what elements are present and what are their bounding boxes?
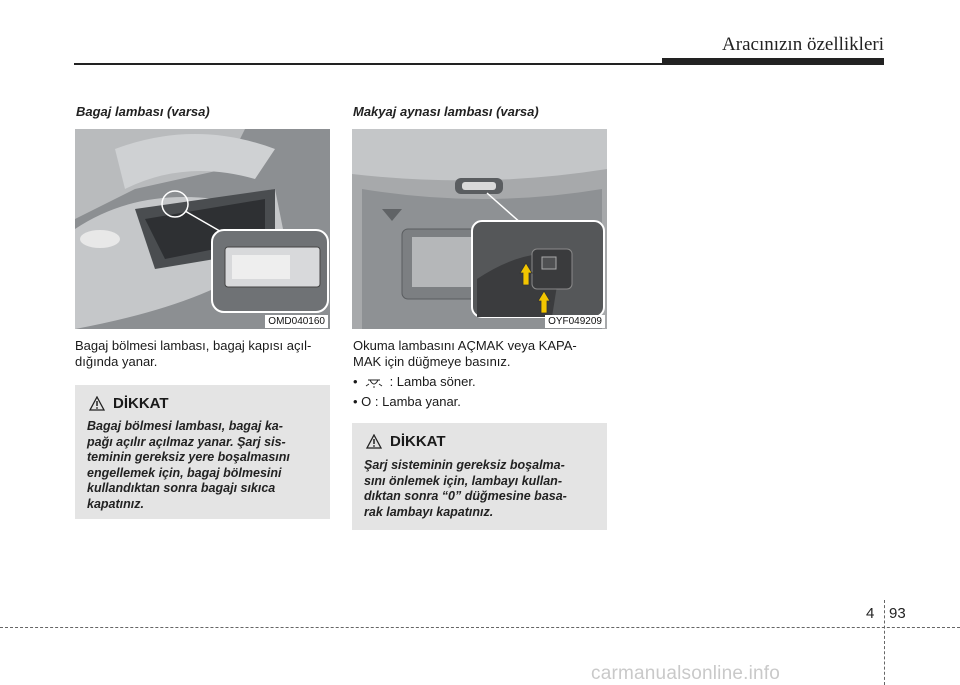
trunk-lamp-photo xyxy=(75,129,330,329)
trunk-lamp-warning-text: Bagaj bölmesi lambası, bagaj ka- pağı açılır açılmaz yanar. Şarj sis- teminin gereksiz yere boşalmasını engellemek için, bagaj bölmesini kullandıktan sonra bagajı sıkıca kapatınız. xyxy=(87,419,290,511)
footer-rule xyxy=(0,627,960,628)
footer-divider xyxy=(884,600,885,685)
bullet-lamp-on: • O : Lamba yanar. xyxy=(353,394,461,409)
bullet-lamp-off: • : Lamba söner. xyxy=(353,374,476,389)
warning-icon xyxy=(366,434,382,449)
warning-label: DİKKAT xyxy=(113,395,169,412)
header-bar xyxy=(662,58,884,65)
warning-label: DİKKAT xyxy=(390,433,446,450)
trunk-lamp-description: Bagaj bölmesi lambası, bagaj kapısı açıl- dığında yanar. xyxy=(75,338,312,369)
trunk-lamp-image-code: OMD040160 xyxy=(265,315,328,328)
trunk-lamp-warning-box xyxy=(75,385,330,519)
section-heading-vanity-mirror-lamp: Makyaj aynası lambası (varsa) xyxy=(353,104,539,119)
page-number: 93 xyxy=(889,605,906,622)
vanity-lamp-warning-box xyxy=(352,423,607,530)
lamp-off-icon xyxy=(364,377,384,389)
section-heading-trunk-lamp: Bagaj lambası (varsa) xyxy=(76,104,210,119)
header-rule xyxy=(74,63,662,65)
vanity-lamp-description: Okuma lambasını AÇMAK veya KAPA- MAK için düğmeye basınız. • : Lamba söner. • O : Lamba yanar. xyxy=(353,338,613,410)
vanity-lamp-image-code: OYF049209 xyxy=(545,315,605,328)
vanity-lamp-warning-text: Şarj sisteminin gereksiz boşalma- sını önlemek için, lambayı kullan- dıktan sonra “0” düğmesine basa- rak lambayı kapatınız. xyxy=(364,458,567,519)
chapter-title: Aracınızın özellikleri xyxy=(722,34,884,55)
watermark: carmanualsonline.info xyxy=(591,663,781,684)
vanity-mirror-lamp-photo xyxy=(352,129,607,329)
chapter-number: 4 xyxy=(866,605,875,622)
warning-icon xyxy=(89,396,105,411)
